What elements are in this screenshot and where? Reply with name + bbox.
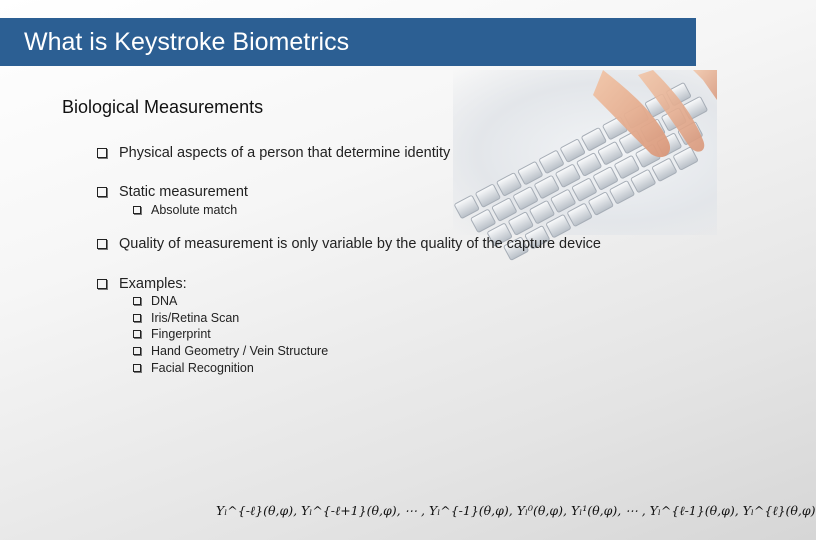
example-item [133,327,211,341]
hollow-square-icon [133,347,141,355]
hollow-square-icon [133,364,141,372]
slide-subheading: Biological Measurements [62,97,264,117]
hollow-square-icon [133,297,141,305]
example-item [133,294,177,308]
bullet-examples [97,276,187,292]
keyboard-hand-photo [453,70,717,235]
bullet-text: Fingerprint [151,327,211,341]
hollow-square-icon [133,314,141,322]
bullet-text: Examples: [119,276,187,292]
bullet-text: Physical aspects of a person that determine identity [119,145,451,161]
hollow-square-icon [97,279,107,289]
hollow-square-icon [97,187,107,197]
bullet-text: Facial Recognition [151,361,254,375]
bullet-physical-aspects [97,145,450,161]
sub-bullet-absolute-match [133,203,237,217]
slide-title: What is Keystroke Biometrics [0,18,696,66]
hollow-square-icon [97,148,107,158]
bullet-text: Quality of measurement is only variable by the quality of the capture device [119,236,601,252]
example-item [133,311,239,325]
bullet-text: Hand Geometry / Vein Structure [151,344,329,358]
bullet-text: DNA [151,294,178,308]
bullet-static-measurement [97,184,248,200]
example-item [133,361,254,375]
bullet-text: Iris/Retina Scan [151,311,240,325]
bullet-quality-of-measurement [97,236,601,252]
hollow-square-icon [97,239,107,249]
hollow-square-icon [133,206,141,214]
bullet-text: Static measurement [119,184,248,200]
example-item [133,344,328,358]
bullet-text: Absolute match [151,203,238,217]
spherical-harmonics-formula: Yₗ^{-ℓ}(θ,φ), Yₗ^{-ℓ+1}(θ,φ), ⋯ , Yₗ^{-1}(θ,φ), Yₗ⁰(θ,φ), Yₗ¹(θ,φ), ⋯ , Yₗ^{ℓ-1}(θ,φ), Yₗ^{ℓ}(θ,φ) [216,503,816,518]
hollow-square-icon [133,330,141,338]
